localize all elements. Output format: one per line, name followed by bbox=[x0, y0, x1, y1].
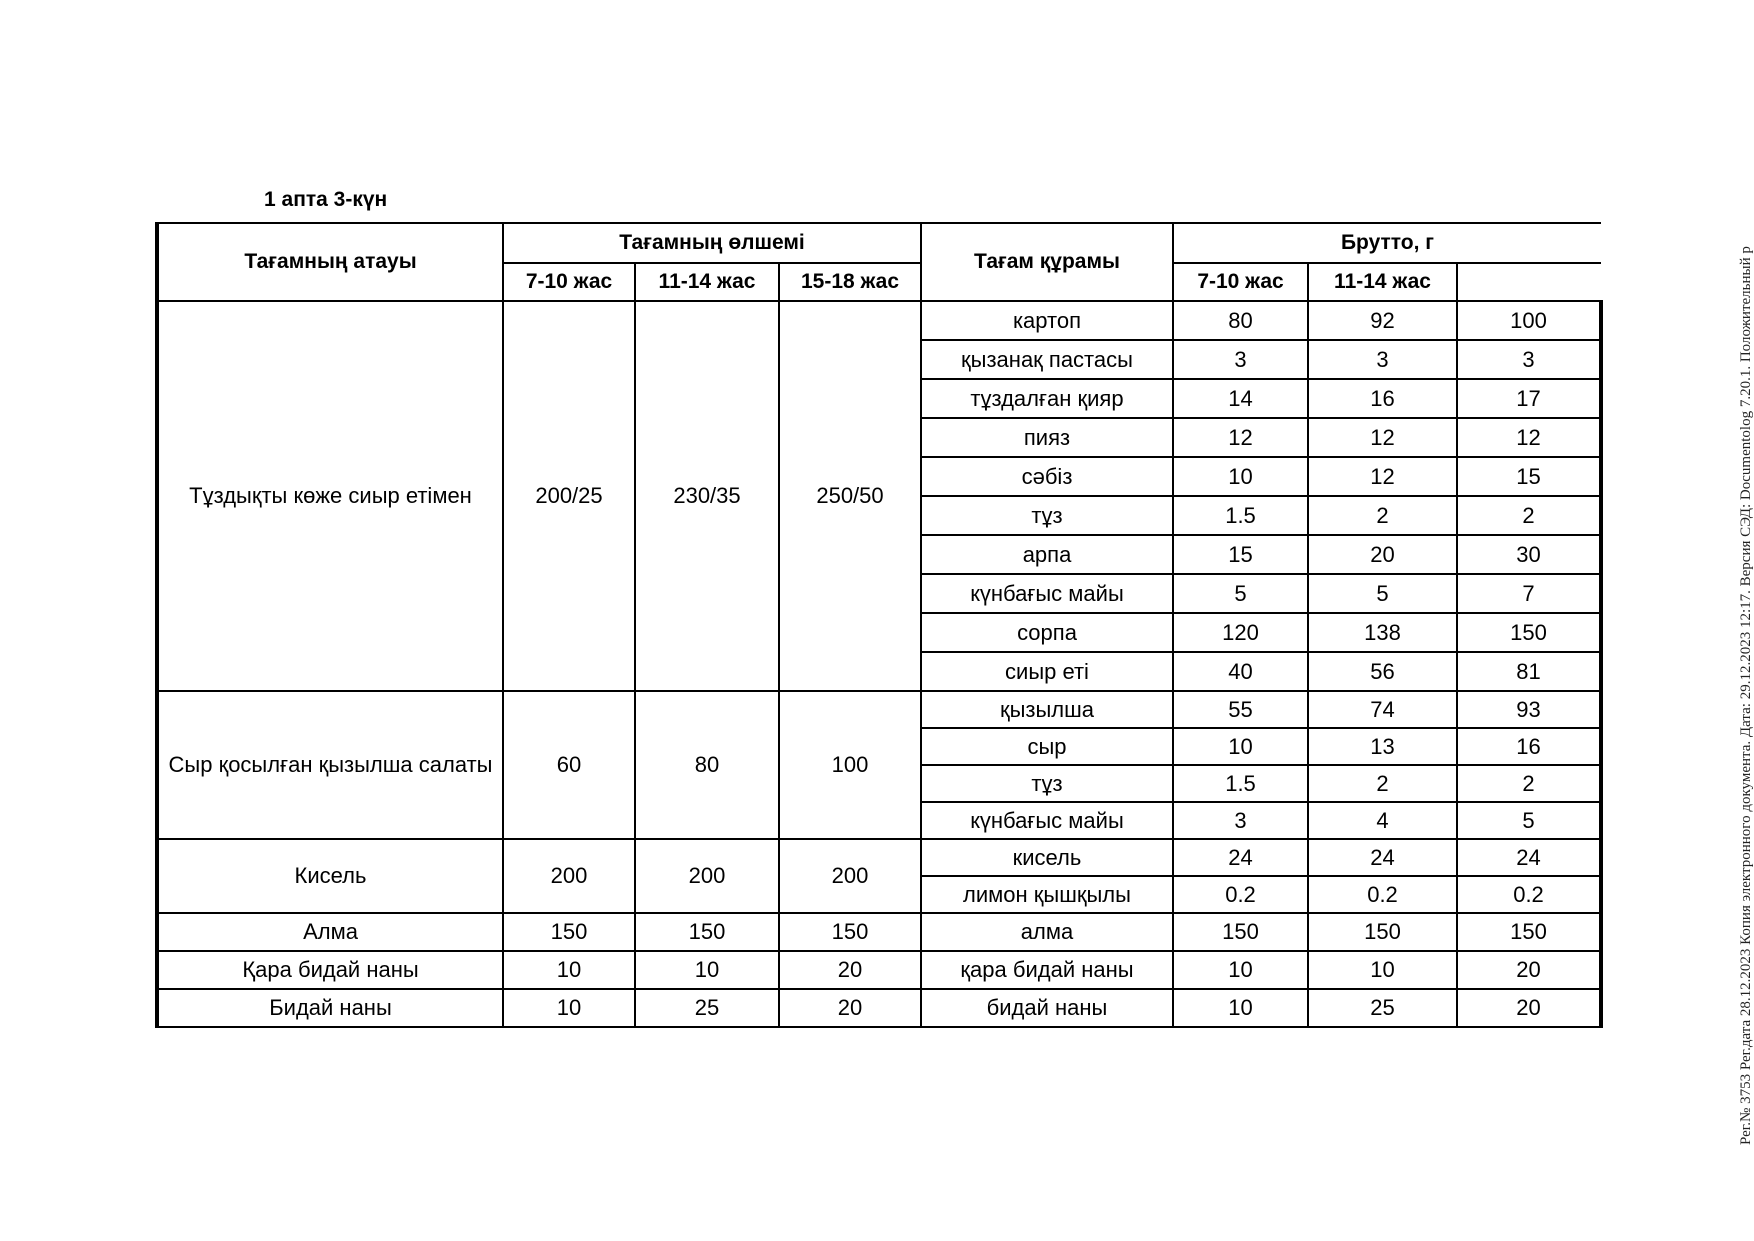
brutto-7-10-cell: 10 bbox=[1173, 951, 1308, 989]
brutto-7-10-cell: 5 bbox=[1173, 574, 1308, 613]
brutto-7-10-cell: 15 bbox=[1173, 535, 1308, 574]
brutto-7-10-cell: 10 bbox=[1173, 989, 1308, 1027]
header-brutto: Брутто, г bbox=[1173, 223, 1601, 263]
dish-name-cell: Сыр қосылған қызылша салаты bbox=[157, 691, 503, 839]
brutto-15-18-cell: 16 bbox=[1457, 728, 1601, 765]
dish-name-cell: Алма bbox=[157, 913, 503, 951]
brutto-15-18-cell: 7 bbox=[1457, 574, 1601, 613]
portion-7-10-cell: 150 bbox=[503, 913, 635, 951]
brutto-11-14-cell: 12 bbox=[1308, 457, 1457, 496]
ingredient-name-cell: қызанақ пастасы bbox=[921, 340, 1173, 379]
brutto-7-10-cell: 80 bbox=[1173, 301, 1308, 340]
table-row bbox=[157, 301, 1601, 340]
ingredient-name-cell: тұз bbox=[921, 765, 1173, 802]
portion-7-10-cell: 10 bbox=[503, 951, 635, 989]
table-row bbox=[157, 691, 1601, 728]
table-row bbox=[157, 989, 1601, 1027]
brutto-11-14-cell: 12 bbox=[1308, 418, 1457, 457]
portion-15-18-cell: 200 bbox=[779, 839, 921, 913]
brutto-15-18-cell: 20 bbox=[1457, 989, 1601, 1027]
portion-7-10-cell: 10 bbox=[503, 989, 635, 1027]
portion-11-14-cell: 150 bbox=[635, 913, 779, 951]
brutto-7-10-cell: 12 bbox=[1173, 418, 1308, 457]
brutto-15-18-cell: 93 bbox=[1457, 691, 1601, 728]
brutto-15-18-cell: 15 bbox=[1457, 457, 1601, 496]
table-row bbox=[157, 951, 1601, 989]
brutto-15-18-cell: 0.2 bbox=[1457, 876, 1601, 913]
brutto-11-14-cell: 138 bbox=[1308, 613, 1457, 652]
ingredient-name-cell: алма bbox=[921, 913, 1173, 951]
brutto-11-14-cell: 150 bbox=[1308, 913, 1457, 951]
brutto-15-18-cell: 30 bbox=[1457, 535, 1601, 574]
brutto-11-14-cell: 4 bbox=[1308, 802, 1457, 839]
ingredient-name-cell: пияз bbox=[921, 418, 1173, 457]
brutto-11-14-cell: 92 bbox=[1308, 301, 1457, 340]
ingredient-name-cell: қызылша bbox=[921, 691, 1173, 728]
ingredient-name-cell: кисель bbox=[921, 839, 1173, 876]
header-brutto-age-7-10: 7-10 жас bbox=[1173, 263, 1308, 301]
ingredient-name-cell: сиыр еті bbox=[921, 652, 1173, 691]
ingredient-name-cell: бидай наны bbox=[921, 989, 1173, 1027]
brutto-7-10-cell: 150 bbox=[1173, 913, 1308, 951]
document-registration-stamp: Рег.№ 3753 Рег.дата 28.12.2023 Копия электронного документа. Дата: 29.12.2023 12:17. Версия СЭД: Documentolog 7.20.1. Положительный р bbox=[1738, 246, 1754, 1145]
brutto-11-14-cell: 74 bbox=[1308, 691, 1457, 728]
ingredient-name-cell: күнбағыс майы bbox=[921, 574, 1173, 613]
brutto-11-14-cell: 56 bbox=[1308, 652, 1457, 691]
brutto-15-18-cell: 150 bbox=[1457, 913, 1601, 951]
ingredient-name-cell: қара бидай наны bbox=[921, 951, 1173, 989]
brutto-7-10-cell: 10 bbox=[1173, 728, 1308, 765]
dish-name-cell: Бидай наны bbox=[157, 989, 503, 1027]
ingredient-name-cell: арпа bbox=[921, 535, 1173, 574]
table-row bbox=[157, 839, 1601, 876]
brutto-7-10-cell: 1.5 bbox=[1173, 496, 1308, 535]
header-portion: Тағамның өлшемі bbox=[503, 223, 921, 263]
brutto-11-14-cell: 3 bbox=[1308, 340, 1457, 379]
brutto-15-18-cell: 81 bbox=[1457, 652, 1601, 691]
brutto-7-10-cell: 24 bbox=[1173, 839, 1308, 876]
brutto-15-18-cell: 24 bbox=[1457, 839, 1601, 876]
brutto-15-18-cell: 2 bbox=[1457, 765, 1601, 802]
brutto-11-14-cell: 0.2 bbox=[1308, 876, 1457, 913]
ingredient-name-cell: күнбағыс майы bbox=[921, 802, 1173, 839]
brutto-15-18-cell: 12 bbox=[1457, 418, 1601, 457]
portion-15-18-cell: 20 bbox=[779, 951, 921, 989]
header-portion-age-15-18: 15-18 жас bbox=[779, 263, 921, 301]
brutto-11-14-cell: 16 bbox=[1308, 379, 1457, 418]
ingredient-name-cell: тұз bbox=[921, 496, 1173, 535]
page-heading: 1 апта 3-күн bbox=[264, 188, 388, 211]
portion-7-10-cell: 60 bbox=[503, 691, 635, 839]
portion-11-14-cell: 200 bbox=[635, 839, 779, 913]
brutto-15-18-cell: 20 bbox=[1457, 951, 1601, 989]
brutto-7-10-cell: 10 bbox=[1173, 457, 1308, 496]
header-composition: Тағам құрамы bbox=[921, 223, 1173, 301]
brutto-7-10-cell: 40 bbox=[1173, 652, 1308, 691]
brutto-11-14-cell: 24 bbox=[1308, 839, 1457, 876]
dish-name-cell: Кисель bbox=[157, 839, 503, 913]
brutto-15-18-cell: 150 bbox=[1457, 613, 1601, 652]
header-portion-age-11-14: 11-14 жас bbox=[635, 263, 779, 301]
table-row bbox=[157, 913, 1601, 951]
brutto-11-14-cell: 20 bbox=[1308, 535, 1457, 574]
portion-7-10-cell: 200/25 bbox=[503, 301, 635, 691]
brutto-11-14-cell: 2 bbox=[1308, 765, 1457, 802]
header-brutto-age-15-18 bbox=[1457, 263, 1601, 301]
brutto-7-10-cell: 14 bbox=[1173, 379, 1308, 418]
dish-name-cell: Тұздықты көже сиыр етімен bbox=[157, 301, 503, 691]
brutto-7-10-cell: 3 bbox=[1173, 802, 1308, 839]
ingredient-name-cell: тұздалған қияр bbox=[921, 379, 1173, 418]
brutto-11-14-cell: 13 bbox=[1308, 728, 1457, 765]
brutto-11-14-cell: 10 bbox=[1308, 951, 1457, 989]
brutto-15-18-cell: 3 bbox=[1457, 340, 1601, 379]
header-portion-age-7-10: 7-10 жас bbox=[503, 263, 635, 301]
menu-body bbox=[157, 301, 1601, 1027]
brutto-15-18-cell: 17 bbox=[1457, 379, 1601, 418]
portion-15-18-cell: 100 bbox=[779, 691, 921, 839]
portion-15-18-cell: 20 bbox=[779, 989, 921, 1027]
header-dish-name: Тағамның атауы bbox=[157, 223, 503, 301]
portion-11-14-cell: 230/35 bbox=[635, 301, 779, 691]
portion-15-18-cell: 150 bbox=[779, 913, 921, 951]
brutto-7-10-cell: 3 bbox=[1173, 340, 1308, 379]
ingredient-name-cell: сорпа bbox=[921, 613, 1173, 652]
portion-11-14-cell: 80 bbox=[635, 691, 779, 839]
brutto-7-10-cell: 0.2 bbox=[1173, 876, 1308, 913]
brutto-11-14-cell: 5 bbox=[1308, 574, 1457, 613]
ingredient-name-cell: сыр bbox=[921, 728, 1173, 765]
header-brutto-age-11-14: 11-14 жас bbox=[1308, 263, 1457, 301]
brutto-15-18-cell: 2 bbox=[1457, 496, 1601, 535]
brutto-11-14-cell: 2 bbox=[1308, 496, 1457, 535]
ingredient-name-cell: картоп bbox=[921, 301, 1173, 340]
portion-11-14-cell: 10 bbox=[635, 951, 779, 989]
brutto-7-10-cell: 55 bbox=[1173, 691, 1308, 728]
portion-7-10-cell: 200 bbox=[503, 839, 635, 913]
dish-name-cell: Қара бидай наны bbox=[157, 951, 503, 989]
ingredient-name-cell: сәбіз bbox=[921, 457, 1173, 496]
brutto-15-18-cell: 5 bbox=[1457, 802, 1601, 839]
brutto-7-10-cell: 1.5 bbox=[1173, 765, 1308, 802]
ingredient-name-cell: лимон қышқылы bbox=[921, 876, 1173, 913]
portion-11-14-cell: 25 bbox=[635, 989, 779, 1027]
brutto-7-10-cell: 120 bbox=[1173, 613, 1308, 652]
brutto-11-14-cell: 25 bbox=[1308, 989, 1457, 1027]
brutto-15-18-cell: 100 bbox=[1457, 301, 1601, 340]
menu-table bbox=[155, 222, 1603, 1028]
portion-15-18-cell: 250/50 bbox=[779, 301, 921, 691]
